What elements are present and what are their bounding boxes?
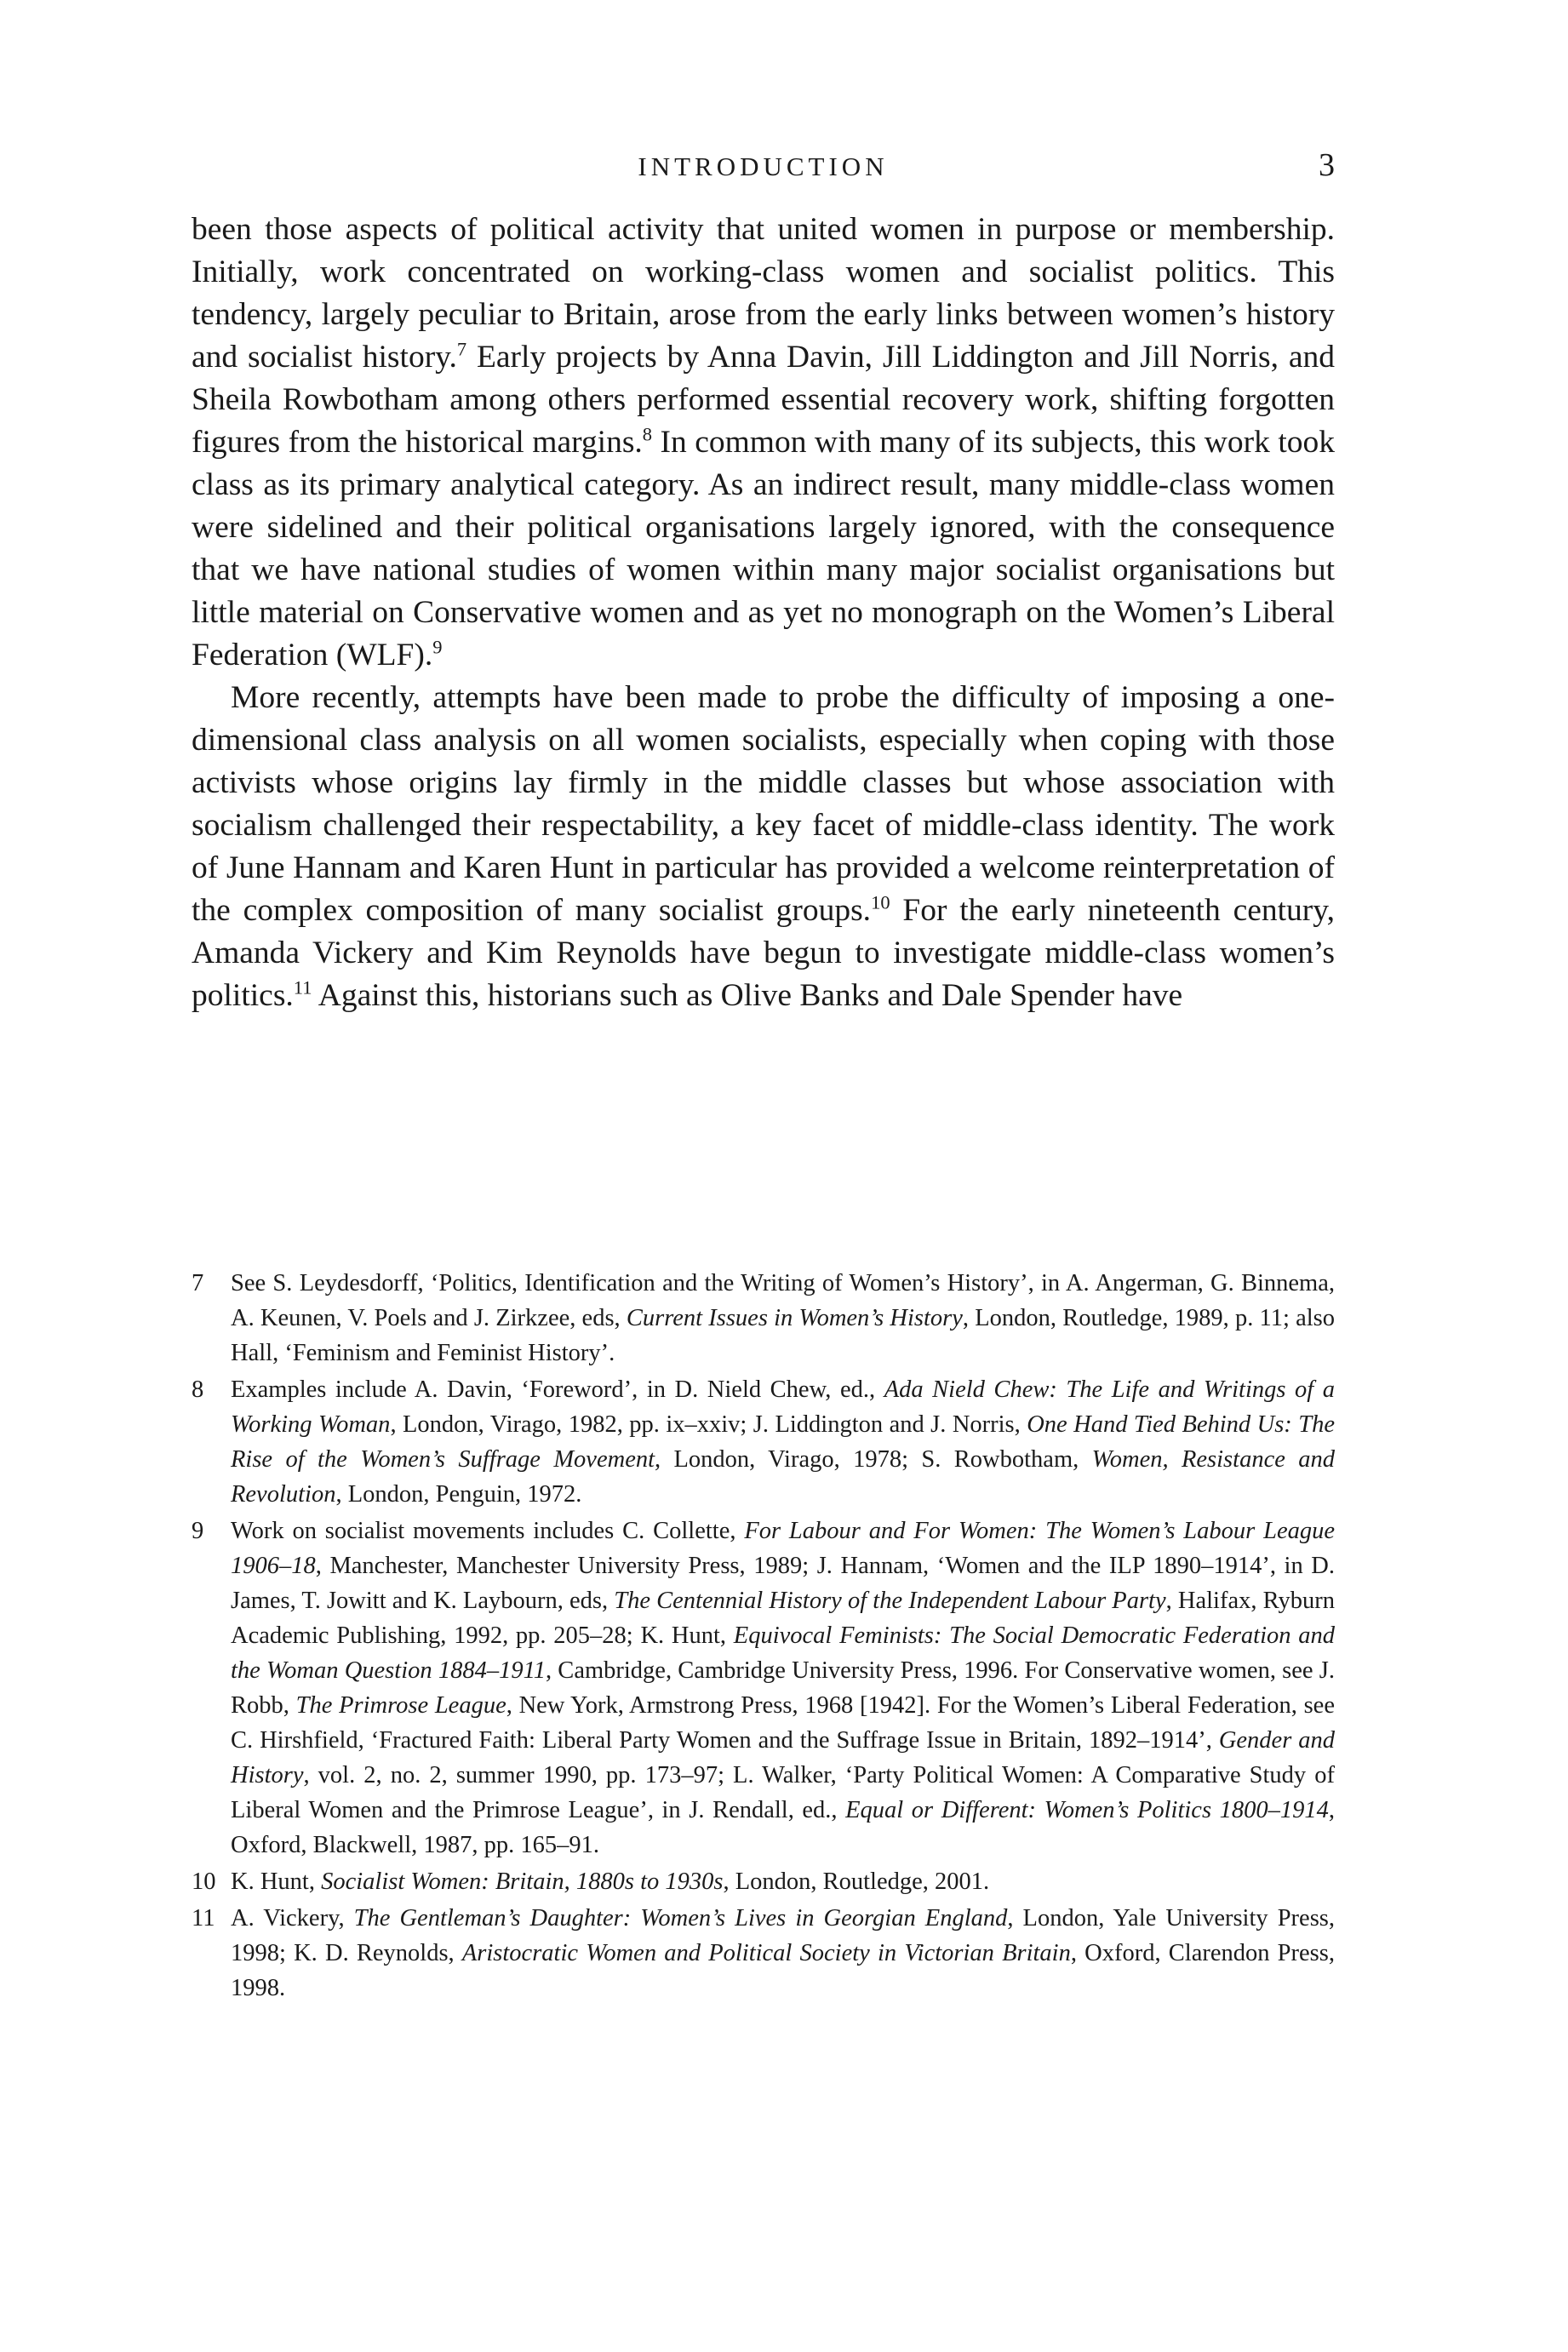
footnote-text: A. Vickery, The Gentleman’s Daughter: Women’s Lives in Georgian England, London, Yale University Press, 1998; K. D. Reynolds, Aristocratic Women and Political Society in Victorian Britain, Oxford, Clarendon Press, 1998. [231, 1905, 1335, 2001]
footnote-7 [192, 1266, 1335, 1371]
footnote-8 [192, 1372, 1335, 1512]
body-text [192, 209, 1335, 1017]
running-head: INTRODUCTION [638, 152, 889, 181]
footnote-10 [192, 1864, 1335, 1899]
footnote-text: K. Hunt, Socialist Women: Britain, 1880s to 1930s, London, Routledge, 2001. [231, 1868, 990, 1895]
footnote-text: See S. Leydesdorff, ‘Politics, Identification and the Writing of Women’s History’, in A. Angerman, G. Binnema, A. Keunen, V. Poels and J. Zirkzee, eds, Current Issues in Women’s History, London, Routledge, 1989, p. 11; also Hall, ‘Feminism and Feminist History’. [231, 1270, 1335, 1366]
footnote-ref-11: 11 [293, 976, 312, 999]
footnote-text: Work on socialist movements includes C. Collette, For Labour and For Women: The Women’s Labour League 1906–18, Manchester, Manchester University Press, 1989; J. Hannam, ‘Women and the ILP 1890–1914’, in D. James, T. Jowitt and K. Laybourn, eds, The Centennial History of the Independent Labour Party, Halifax, Ryburn Academic Publishing, 1992, pp. 205–28; K. Hunt, Equivocal Feminists: The Social Democratic Federation and the Woman Question 1884–1911, Cambridge, Cambridge University Press, 1996. For Conservative women, see J. Robb, The Primrose League, New York, Armstrong Press, 1968 [1942]. For the Women’s Liberal Federation, see C. Hirshfield, ‘Fractured Faith: Liberal Party Women and the Suffrage Issue in Britain, 1892–1914’, Gender and History, vol. 2, no. 2, summer 1990, pp. 173–97; L. Walker, ‘Party Political Women: A Comparative Study of Liberal Women and the Primrose League’, in J. Rendall, ed., Equal or Different: Women’s Politics 1800–1914, Oxford, Blackwell, 1987, pp. 165–91. [231, 1518, 1335, 1858]
footnote-text: Examples include A. Davin, ‘Foreword’, in D. Nield Chew, ed., Ada Nield Chew: The Life and Writings of a Working Woman, London, Virago, 1982, pp. ix–xxiv; J. Liddington and J. Norris, One Hand Tied Behind Us: The Rise of the Women’s Suffrage Movement, London, Virago, 1978; S. Rowbotham, Women, Resistance and Revolution, London, Penguin, 1972. [231, 1376, 1336, 1508]
footnote-ref-10: 10 [871, 891, 890, 913]
footnotes [192, 1266, 1335, 2007]
footnote-11 [192, 1901, 1335, 2006]
footnote-ref-9: 9 [432, 636, 443, 658]
footnote-ref-8: 8 [642, 423, 653, 445]
footnote-ref-7: 7 [456, 338, 467, 360]
footnote-number: 10 [192, 1868, 216, 1895]
footnote-number: 9 [192, 1518, 204, 1544]
paragraph-1: been those aspects of political activity that united women in purpose or membership. Initially, work concentrated on working-class women and socialist politics. This tendency, largely peculiar to Britain, arose from the early links between women’s history and socialist history.$^7$ Early projects by Anna Davin, Jill Liddington and Jill Norris, and Sheila Rowbotham among others performed essential recovery work, shifting forgotten figures from the historical margins.$^8$ In common with many of its subjects, this work took class as its primary analytical category. As an indirect result, many middle-class women were sidelined and their political organisations largely ignored, with the consequence that we have national studies of women within many major socialist organisations but little material on Conservative women and as yet no monograph on the Women’s Liberal Federation (WLF).$^9$ [192, 212, 1335, 672]
footnote-number: 11 [192, 1905, 215, 1931]
paragraph-2: More recently, attempts have been made to probe the difficulty of imposing a one-dimensional class analysis on all women socialists, especially when coping with those activists whose origins lay firmly in the middle classes but whose association with socialism challenged their respectability, a key facet of middle-class identity. The work of June Hannam and Karen Hunt in particular has provided a welcome reinterpretation of the complex composition of many socialist groups.$^{10}$ For the early nineteenth century, Amanda Vickery and Kim Reynolds have begun to investigate middle-class women’s politics.$^{11}$ Against this, historians such as Olive Banks and Dale Spender have [192, 680, 1335, 1013]
page-number: 3 [1319, 147, 1335, 183]
page-header [192, 146, 1335, 189]
footnote-9 [192, 1514, 1335, 1863]
footnote-number: 8 [192, 1376, 204, 1403]
footnote-number: 7 [192, 1270, 204, 1296]
